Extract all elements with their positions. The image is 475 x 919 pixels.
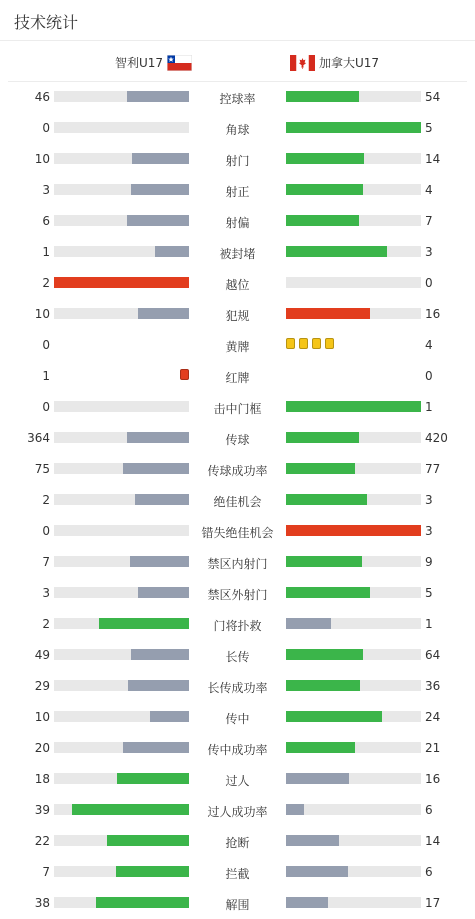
home-value: 2 [42,617,50,631]
away-value: 7 [425,214,433,228]
away-bar-fill [286,432,359,443]
stat-label: 越位 [225,278,250,292]
stat-row [0,82,475,113]
home-value: 3 [42,586,50,600]
away-bar [286,618,421,629]
away-value: 16 [425,307,441,321]
away-bar [286,494,421,505]
away-bar [286,525,421,536]
home-team-name: 智利U17 [114,56,163,70]
home-bar [54,742,189,753]
away-bar-fill [286,804,304,815]
stat-row [0,609,475,640]
away-bar-fill [286,587,370,598]
away-bar-fill [286,91,359,102]
home-value: 46 [34,90,50,104]
away-value: 17 [425,896,441,910]
home-value: 18 [34,772,50,786]
stat-row [0,702,475,733]
stat-label: 传球 [225,433,250,447]
stat-label: 传球成功率 [207,464,268,478]
stat-label: 被封堵 [219,247,256,261]
stat-row [0,206,475,237]
stat-label: 犯规 [225,309,250,323]
away-bar-fill [286,122,421,133]
home-value: 3 [42,183,50,197]
home-bar-fill [117,773,189,784]
away-bar [286,122,421,133]
away-value: 1 [425,400,433,414]
stat-label: 传中 [225,712,250,726]
home-value: 39 [34,803,50,817]
home-value: 49 [34,648,50,662]
away-bar [286,401,421,412]
home-value: 10 [34,152,50,166]
stat-row [0,671,475,702]
home-bar-fill [128,680,189,691]
home-value: 0 [42,121,50,135]
away-bar [286,587,421,598]
away-bar-fill [286,556,362,567]
stat-label: 拦截 [225,867,250,881]
home-bar-fill [127,215,189,226]
stat-label: 角球 [225,123,250,137]
away-value: 9 [425,555,433,569]
away-bar [286,463,421,474]
stat-row [0,578,475,609]
yellow-card-icon [299,338,308,349]
home-value: 38 [34,896,50,910]
away-bar-fill [286,773,349,784]
stat-label: 禁区内射门 [207,557,268,571]
home-bar-fill [54,277,189,288]
away-bar-fill [286,525,421,536]
away-bar [286,556,421,567]
home-value: 10 [34,307,50,321]
home-bar-fill [96,897,189,908]
stat-row [0,888,475,919]
stat-row [0,795,475,826]
stat-row [0,144,475,175]
home-bar [54,587,189,598]
home-bar [54,153,189,164]
away-value: 64 [425,648,441,662]
away-value: 77 [425,462,441,476]
away-bar-fill [286,618,331,629]
home-bar [54,215,189,226]
away-bar [286,246,421,257]
away-value: 5 [425,586,433,600]
away-bar-fill [286,742,355,753]
home-bar-fill [99,618,189,629]
title-bar [0,0,475,41]
home-bar [54,525,189,536]
away-bar [286,308,421,319]
home-bar-fill [155,246,189,257]
stat-label: 射门 [225,154,250,168]
home-bar [54,897,189,908]
home-bar [54,866,189,877]
home-bar-fill [150,711,189,722]
away-value: 36 [425,679,441,693]
stat-label: 门将扑救 [213,619,262,633]
home-bar [54,246,189,257]
stat-row [0,454,475,485]
stat-label: 击中门框 [213,402,262,416]
away-bar [286,897,421,908]
home-bar-fill [131,184,189,195]
home-bar [54,556,189,567]
home-value: 6 [42,214,50,228]
stat-label: 长传成功率 [207,681,268,695]
red-card-icon [180,369,189,380]
stat-label: 控球率 [219,92,256,106]
stat-label: 过人 [225,774,250,788]
home-bar-fill [107,835,189,846]
home-cards [180,369,189,380]
home-bar [54,711,189,722]
stat-row [0,547,475,578]
stat-label: 错失绝佳机会 [201,526,274,540]
away-bar-fill [286,494,367,505]
stat-label: 解围 [225,898,250,912]
away-bar-fill [286,308,370,319]
away-value: 21 [425,741,441,755]
stat-label: 红牌 [225,371,250,385]
home-bar-fill [131,649,189,660]
home-value: 7 [42,865,50,879]
away-bar-fill [286,463,355,474]
home-value: 0 [42,338,50,352]
home-value: 2 [42,276,50,290]
home-value: 1 [42,369,50,383]
home-bar [54,91,189,102]
away-value: 14 [425,152,441,166]
away-value: 1 [425,617,433,631]
home-bar [54,649,189,660]
home-bar [54,463,189,474]
yellow-card-icon [325,338,334,349]
away-bar [286,773,421,784]
away-value: 4 [425,338,433,352]
canada-flag-icon [290,55,315,71]
away-bar-fill [286,649,363,660]
home-bar-fill [138,587,189,598]
home-bar-fill [116,866,189,877]
home-value: 1 [42,245,50,259]
away-bar [286,432,421,443]
stat-row [0,268,475,299]
chile-flag-icon [167,55,192,71]
home-value: 0 [42,400,50,414]
away-bar-fill [286,866,348,877]
stat-row [0,175,475,206]
away-team-name: 加拿大U17 [319,56,380,70]
stat-row [0,640,475,671]
away-value: 5 [425,121,433,135]
away-bar [286,866,421,877]
away-bar [286,277,421,288]
away-bar [286,680,421,691]
home-value: 364 [27,431,50,445]
stat-label: 禁区外射门 [207,588,268,602]
stat-label: 绝佳机会 [213,495,262,509]
home-bar [54,432,189,443]
home-bar-fill [135,494,189,505]
away-value: 6 [425,865,433,879]
home-bar-fill [72,804,189,815]
stat-row [0,299,475,330]
home-bar [54,804,189,815]
stat-label: 过人成功率 [207,805,268,819]
home-value: 75 [34,462,50,476]
stats-list [0,82,475,919]
stat-row [0,392,475,423]
away-bar-fill [286,184,363,195]
stat-row [0,733,475,764]
away-value: 3 [425,524,433,538]
away-value: 14 [425,834,441,848]
away-bar-fill [286,401,421,412]
away-value: 3 [425,493,433,507]
away-bar-fill [286,711,382,722]
stat-label: 抢断 [225,836,250,850]
home-bar [54,773,189,784]
home-bar [54,184,189,195]
away-bar [286,153,421,164]
away-bar [286,649,421,660]
page-title: 技术统计 [14,13,79,32]
home-value: 0 [42,524,50,538]
home-bar-fill [130,556,189,567]
home-bar [54,122,189,133]
away-value: 0 [425,369,433,383]
away-value: 420 [425,431,448,445]
away-team [290,54,379,71]
home-value: 2 [42,493,50,507]
stat-label: 黄牌 [225,340,250,354]
away-value: 16 [425,772,441,786]
away-bar-fill [286,153,364,164]
home-team [115,54,192,71]
stat-row [0,516,475,547]
home-bar-fill [132,153,189,164]
home-bar [54,618,189,629]
away-bar [286,711,421,722]
home-bar [54,494,189,505]
away-bar-fill [286,215,359,226]
home-bar [54,680,189,691]
stat-row [0,485,475,516]
stat-row [0,237,475,268]
away-bar [286,91,421,102]
stat-row [0,764,475,795]
home-value: 7 [42,555,50,569]
away-value: 6 [425,803,433,817]
away-value: 24 [425,710,441,724]
away-bar-fill [286,246,387,257]
home-value: 29 [34,679,50,693]
teams-header [8,41,467,82]
home-value: 20 [34,741,50,755]
away-value: 0 [425,276,433,290]
home-bar [54,277,189,288]
away-bar-fill [286,897,328,908]
away-value: 54 [425,90,441,104]
away-bar [286,835,421,846]
home-bar-fill [127,432,189,443]
home-bar [54,308,189,319]
home-bar-fill [123,742,189,753]
stat-label: 长传 [225,650,250,664]
away-bar [286,742,421,753]
stat-row [0,423,475,454]
home-bar-fill [138,308,189,319]
stat-label: 射偏 [225,216,250,230]
home-bar-fill [123,463,189,474]
home-bar [54,401,189,412]
yellow-card-icon [286,338,295,349]
home-bar-fill [127,91,189,102]
yellow-card-icon [312,338,321,349]
stat-row [0,330,475,361]
home-value: 10 [34,710,50,724]
away-bar-fill [286,835,339,846]
away-value: 4 [425,183,433,197]
away-bar-fill [286,680,360,691]
away-value: 3 [425,245,433,259]
away-bar [286,184,421,195]
away-bar [286,215,421,226]
stat-row [0,113,475,144]
stat-row [0,826,475,857]
stat-label: 射正 [225,185,250,199]
home-value: 22 [34,834,50,848]
home-bar [54,835,189,846]
stat-row [0,857,475,888]
stat-row [0,361,475,392]
away-bar [286,804,421,815]
stat-label: 传中成功率 [207,743,268,757]
away-cards [286,338,334,349]
